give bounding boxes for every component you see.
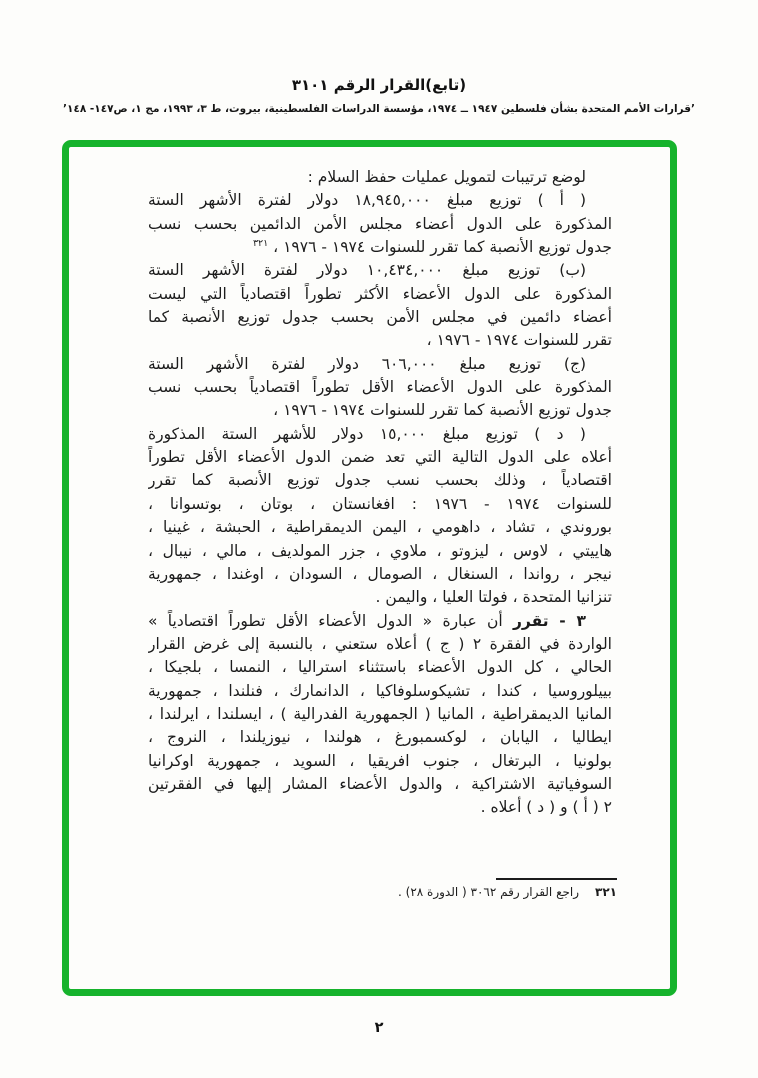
text-line xyxy=(148,469,612,492)
text-run: اقتصادياً ، وذلك بحسب نسب جدول توزيع الأنصبة كما تقرر xyxy=(148,471,612,490)
text-run: بوروندي ، تشاد ، داهومي ، اليمن الديمقراطية ، الحبشة ، غينيا ، xyxy=(148,518,612,537)
text-run: المذكورة على الدول الأعضاء الأكثر تطوراً اقتصادياً التي ليست xyxy=(148,284,612,303)
text-line xyxy=(148,540,612,563)
text-run: ( د ) توزيع مبلغ ١٥,٠٠٠ دولار للأشهر الستة المذكورة xyxy=(148,424,586,443)
body-text-column xyxy=(148,166,612,820)
text-line xyxy=(148,423,612,446)
footnote xyxy=(398,885,617,899)
text-line xyxy=(148,750,612,773)
text-run: (ج) توزيع مبلغ ٦٠٦,٠٠٠ دولار لفترة الأشهر الستة xyxy=(148,354,586,373)
text-line xyxy=(148,376,612,399)
text-line xyxy=(148,189,612,212)
text-run: للسنوات ١٩٧٤ - ١٩٧٦ : افغانستان ، بوتان ، بوتسوانا ، xyxy=(148,494,612,513)
text-run: تقرر للسنوات ١٩٧٤ - ١٩٧٦ ، xyxy=(426,331,612,350)
citation-line: ’قرارات الأمم المتحدة بشأن فلسطين ١٩٤٧ ــ ١٩٧٤، مؤسسة الدراسات الفلسطينية، بيروت، ط ٣، ١٩٩٣، مج ١، ص١٤٧- ١٤٨’ xyxy=(63,103,695,115)
resolution-title: (تابع)القرار الرقم ٣١٠١ xyxy=(291,76,467,94)
text-line xyxy=(148,166,612,189)
text-line xyxy=(148,236,612,259)
text-run: تنزانيا المتحدة ، فولتا العليا ، واليمن . xyxy=(375,588,612,607)
text-run: (ب) توزيع مبلغ ١٠,٤٣٤,٠٠٠ دولار لفترة الأشهر الستة xyxy=(148,261,586,280)
footnote-text: راجع القرار رقم ٣٠٦٢ ( الدورة ٢٨) . xyxy=(398,885,580,899)
text-run: ٢ ( أ ) و ( د ) أعلاه . xyxy=(480,798,612,817)
text-line xyxy=(148,610,612,633)
text-line xyxy=(148,633,612,656)
text-run: أن عبارة « الدول الأعضاء الأقل تطوراً اقتصادياً » xyxy=(148,611,513,630)
text-line xyxy=(148,283,612,306)
text-run: نيجر ، رواندا ، السنغال ، الصومال ، السودان ، اوغندا ، جمهورية xyxy=(148,564,612,583)
text-line xyxy=(148,586,612,609)
text-run: جدول توزيع الأنصبة كما تقرر للسنوات ١٩٧٤ - ١٩٧٦ ، xyxy=(268,238,612,257)
text-run: لوضع ترتيبات لتمويل عمليات حفظ السلام : xyxy=(307,168,586,186)
text-line xyxy=(148,329,612,352)
text-line xyxy=(148,656,612,679)
text-line xyxy=(148,353,612,376)
text-run: المذكورة على الدول الأعضاء الأقل تطوراً اقتصادياً بحسب نسب xyxy=(148,378,612,397)
text-run: الواردة في الفقرة ٢ ( ج ) أعلاه ستعني ، بالنسبة إلى غرض القرار xyxy=(148,634,612,653)
text-line xyxy=(148,259,612,282)
text-run: الحالي ، كل الدول الأعضاء باستثناء استراليا ، النمسا ، بلجيكا ، xyxy=(148,658,612,677)
text-run: بييلوروسيا ، كندا ، تشيكوسلوفاكيا ، الدانمارك ، فنلندا ، جمهورية xyxy=(148,681,612,700)
text-line xyxy=(148,213,612,236)
text-run: ايطاليا ، اليابان ، لوكسمبورغ ، هولندا ، نيوزيلندا ، النروج ، xyxy=(148,728,612,747)
text-run: ( أ ) توزيع مبلغ ١٨,٩٤٥,٠٠٠ دولار لفترة الأشهر الستة xyxy=(148,191,586,210)
text-line xyxy=(148,563,612,586)
text-run: المانيا الديمقراطية ، المانيا ( الجمهورية الفدرالية ) ، ايسلندا ، ايرلندا ، xyxy=(148,704,612,723)
text-line xyxy=(148,726,612,749)
text-line xyxy=(148,306,612,329)
text-line xyxy=(148,773,612,796)
text-run: السوفياتية الاشتراكية ، والدول الأعضاء المشار إليها في الفقرتين xyxy=(148,774,612,793)
page-number: ٢ xyxy=(374,1020,384,1036)
text-run: المذكورة على الدول أعضاء مجلس الأمن الدائمين بحسب نسب xyxy=(148,214,612,233)
text-run: جدول توزيع الأنصبة كما تقرر للسنوات ١٩٧٤ - ١٩٧٦ ، xyxy=(273,401,612,420)
text-run: بولونيا ، البرتغال ، جنوب افريقيا ، السويد ، جمهورية اوكرانيا xyxy=(148,751,612,770)
footnote-reference-mark: ٣٢١ xyxy=(252,237,269,249)
text-run: أعضاء دائمين في مجلس الأمن بحسب جدول توزيع الأنصبة كما xyxy=(148,308,612,327)
text-line xyxy=(148,446,612,469)
text-line xyxy=(148,399,612,422)
text-run: هاييتي ، لاوس ، ليزوتو ، ملاوي ، جزر المولديف ، مالي ، نيبال ، xyxy=(148,541,612,560)
bold-text-run: ٣ - تقرر xyxy=(513,611,586,630)
text-line xyxy=(148,680,612,703)
text-line xyxy=(148,516,612,539)
text-line xyxy=(148,703,612,726)
text-line xyxy=(148,493,612,516)
text-run: أعلاه على الدول التالية التي تعد ضمن الدول الأعضاء الأقل تطوراً xyxy=(148,448,612,467)
footnote-separator xyxy=(496,878,617,880)
text-line xyxy=(148,796,612,819)
footnote-number: ٣٢١ xyxy=(595,885,617,899)
